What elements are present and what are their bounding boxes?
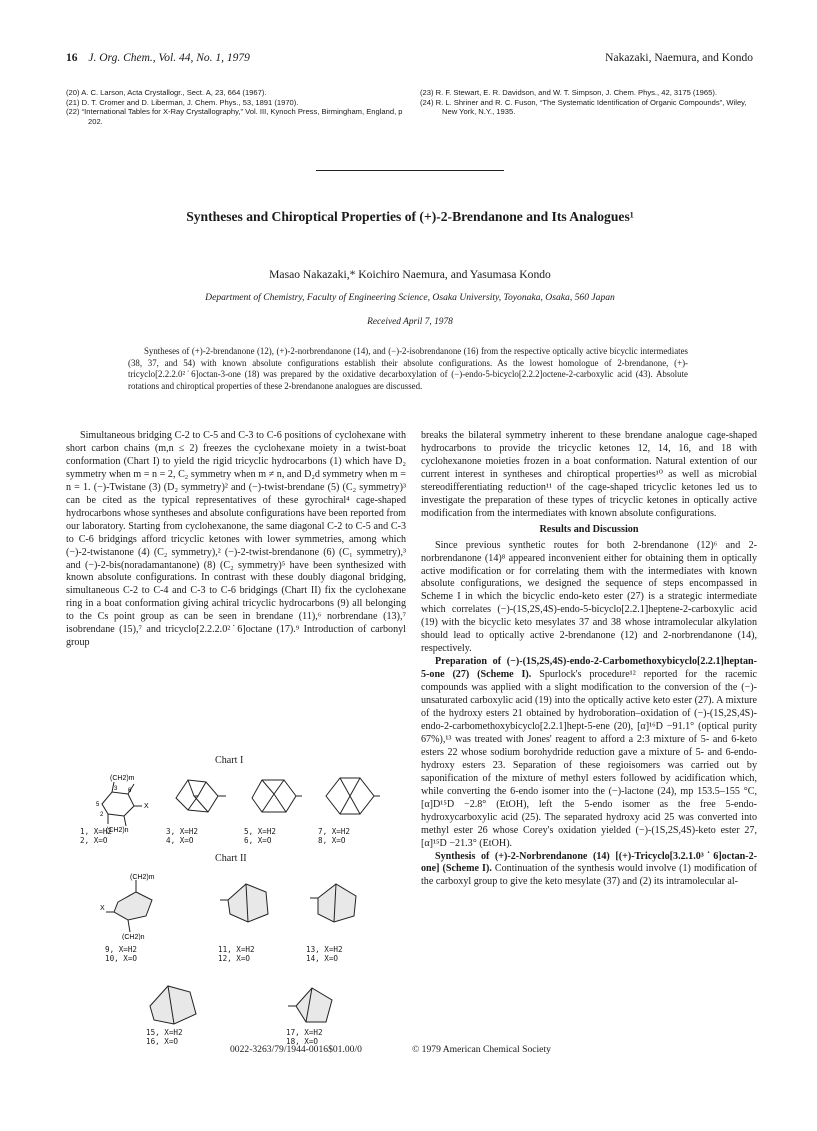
atom-5-label: 5 — [96, 802, 100, 808]
chart-2-label: Chart II — [215, 853, 247, 864]
article-code: 0022-3263/79/1944-0016$01.00/0 — [230, 1044, 362, 1055]
ch2m-label: (CH2)m — [110, 775, 135, 782]
bisnoradamantane-structure-icon — [318, 770, 382, 820]
abstract: Syntheses of (+)-2-brendanone (12), (+)-2-norbrendanone (14), and (−)-2-isobrendanone (16) from the respective optically active bicyclic intermediates (38, 37, and 54) with known absolute configurations establish their absolute configurations. As the lowest homologue of 2-brendanone, (+)-tricyclo[2.2.2.0²˙6]octan-3-one (18) was prepared by the oxidative decarboxylation of (−)-endo-5-bicyclo[2.2.2]octene-2-carboxylic acid (43). Absolute rotations and chiroptical properties of these 2-brendanone analogues are discussed. — [128, 346, 688, 391]
chart-1-label: Chart I — [215, 755, 244, 766]
structure-1-icon — [80, 770, 160, 834]
synthesis-text: Continuation of the synthesis would involve (1) modification of the carboxyl group to give the keto mesylate (37) and (2) its intramolecular al- — [421, 863, 757, 888]
chart1-caption-1: 1, X=H2 2, X=O — [80, 827, 113, 846]
norbrendane-structure-icon — [306, 876, 366, 930]
x-label: X — [144, 803, 149, 810]
twistbrendane-structure-icon — [244, 770, 304, 820]
chart2-caption-11: 11, X=H2 12, X=O — [218, 945, 255, 964]
chart1-caption-3: 3, X=H2 4, X=O — [166, 827, 199, 846]
ch2m-label-2: (CH2)m — [130, 874, 155, 881]
results-paragraph: Since previous synthetic routes for both 2-brendanone (12)⁶ and 2-norbrendanone (14)⁸ appeared inconvenient either for obtaining them in optically active modification or for correlating them with the intermediates with known absolute configurations, we designed the sequence of steps encompassed in Scheme I in which the bicyclic endo-keto ester (27) is a strategic intermediate which correlates (−)-(1S,2S,4S)-endo-5-bicyclo[2.2.1]heptene-2-carboxylic acid (19) with the bicyclic keto mesylates 37 and 38 whose intramolecular alkylation should lead to optically active 2-brendanone (12) and 2-norbrendanone (14), respectively. — [421, 539, 757, 655]
preparation-heading: Preparation of (−)-(1S,2S,4S)-endo-2-Carbomethoxybicyclo[2.2.1]heptan-5-one (27) (Scheme I). — [421, 656, 757, 681]
reference-24: (24) R. L. Shriner and R. C. Fuson, “The Systematic Identification of Organic Compounds”, Wiley, New York, N.Y., 1935. — [420, 97, 747, 117]
chart2-caption-13: 13, X=H2 14, X=O — [306, 945, 343, 964]
structure-9-icon — [100, 870, 170, 940]
chart2-caption-17: 17, X=H2 18, X=O — [286, 1028, 323, 1047]
section-heading: Results and Discussion — [539, 523, 639, 535]
isobrendane-structure-icon — [142, 976, 206, 1032]
page-number: 16 — [66, 52, 78, 64]
preparation-text: Spurlock's procedure¹² reported for the racemic compounds was applied with a slight modification to the conversion of the (−)-unsaturated carboxylic acid (19) into the optically active keto ester (27). A mixture of the hydroxy esters 21 obtained by hydroboration–oxidation of (−)-(1S,2S,4S)-endo-2-carbomethoxybicyclo[2.2.1]hept-5-ene (20), [α]¹⁶D −91.1° (optical purity 67%),¹³ was treated with Jones' reagent to afford a 2:3 mixture of 5- and 6-keto esters 22 whose sodium borohydride reduction gave a mixture of 5- and 6-endo-hydroxy esters 23. Separation of these regioisomers was carried out by saponification of the mixture of methyl esters followed by acidification which, while converting the 6-endo isomer into the (−)-lactone (24), mp 153.5–155 °C, [α]D¹⁵D −2.8° (EtOH), left the 5-endo isomer as the free 5-endo-hydroxycarboxylic acid (25). The separated hydroxy acid 25 was converted into methyl ester 26 whose Corey's oxidation yielded (−)-(1S,2S,4S)-keto ester 27, [α]¹⁵D −21.3° (EtOH). — [421, 669, 758, 849]
brendane-structure-icon — [218, 876, 278, 930]
chart1-caption-5: 5, X=H2 6, X=O — [244, 827, 277, 846]
reference-21: (21) D. T. Cromer and D. Liberman, J. Chem. Phys., 53, 1891 (1970). — [66, 97, 299, 107]
intro-continuation: breaks the bilateral symmetry inherent to these brendane analogue cage-shaped hydrocarbons to provide the tricyclic ketones 12, 14, 16, and 18 with cyclohexanone moieties frozen in a boat conformation. Natural extention of our current interest in syntheses and chiroptical properties¹⁰ as well as microbial stereodifferentiating reduction¹¹ of the cage-shaped tricyclic ketones led us to investigate the preparation of these types of tricyclic ketones in optically active modification from the intermediates with known absolute configurations. — [421, 430, 757, 519]
reference-23: (23) R. F. Stewart, E. R. Davidson, and W. T. Simpson, J. Chem. Phys., 42, 3175 (1965). — [420, 88, 717, 97]
author-affiliation: Department of Chemistry, Faculty of Engineering Science, Osaka University, Toyonaka, Osaka, 560 Japan — [205, 292, 615, 303]
atom-6-label: 6 — [128, 788, 132, 794]
atom-2-label: 2 — [100, 812, 104, 818]
article-title: Syntheses and Chiroptical Properties of (+)-2-Brendanone and Its Analogues¹ — [186, 209, 634, 224]
right-column — [421, 430, 757, 889]
chart2-caption-9: 9, X=H2 10, X=O — [105, 945, 138, 964]
references-left — [66, 88, 404, 126]
references-right — [420, 88, 754, 117]
chart2-caption-15: 15, X=H2 16, X=O — [146, 1028, 183, 1047]
ch2n-label: (CH2)n — [106, 827, 129, 834]
atom-3-label: 3 — [114, 786, 118, 792]
intro-paragraph: Simultaneous bridging C-2 to C-5 and C-3 to C-6 positions of cyclohexane with short carbon chains (m,n ≤ 2) freezes the cyclohexane moiety in a twist-boat conformation (Chart I) to yield the rigid tricyclic hydrocarbons (1) which have D₂ symmetry when m = n = 2, C₂ symmetry when m ≠ n, and D₂d symmetry when m = n = 1. (−)-Twistane (3) (D₂ symmetry)² and (−)-twist-brendane (5) (C₂ symmetry)³ can be cited as the typical representatives of these gyrochiral⁴ cage-shaped hydrocarbons whose syntheses and absolute configurations have been reported from our laboratory. Starting from cyclohexanone, the same diagonal C-2 to C-5 and C-3 to C-6 bridgings afford tricyclic ketones with lower symmetries, among which (−)-2-twistanone (4) (C₂ symmetry),² (−)-2-twist-brendanone (6) (C₁ symmetry),³ and (−)-2-bis(noradamantanone) (8) (C₂ symmetry)⁵ have been synthesized with known absolute configurations. In contrast with these doubly diagonal bridging, simultaneous C-2 to C-4 and C-3 to C-6 bridgings (Chart II) fix the cyclohexane ring in a boat conformation giving achiral tricyclic hydrocarbons (9) all belonging to the Cs point group as can be seen in brendane (11),⁶ norbrendane (13),⁷ isobrendane (15),⁷ and tricyclo[2.2.2.0²˙6]octane (17).⁹ Introduction of carbonyl group — [66, 430, 407, 649]
running-header — [66, 52, 753, 68]
running-authors: Nakazaki, Naemura, and Kondo — [605, 52, 753, 64]
article-authors: Masao Nakazaki,* Koichiro Naemura, and Yasumasa Kondo — [269, 268, 551, 281]
x-label-2: X — [100, 905, 105, 912]
reference-22: (22) “International Tables for X-Ray Crystallography,” Vol. III, Kynoch Press, Birmingham, England, p 202. — [66, 107, 403, 126]
chart1-caption-7: 7, X=H2 8, X=O — [318, 827, 351, 846]
synthesis-paragraph — [421, 851, 757, 890]
section-divider — [316, 170, 504, 171]
reference-20: (20) A. C. Larson, Acta Crystallogr., Sect. A, 23, 664 (1967). — [66, 88, 267, 97]
tricyclooctane-structure-icon — [282, 976, 346, 1032]
preparation-paragraph — [421, 656, 757, 850]
copyright: © 1979 American Chemical Society — [412, 1044, 551, 1055]
left-column — [66, 430, 406, 650]
journal-name: J. Org. Chem., Vol. 44, No. 1, 1979 — [88, 52, 250, 64]
received-date: Received April 7, 1978 — [367, 317, 453, 327]
synthesis-heading: Synthesis of (+)-2-Norbrendanone (14) [(+)-Tricyclo[3.2.1.0³˙6]octan-2-one] (Scheme I). — [421, 850, 757, 875]
twistane-structure-icon — [168, 770, 228, 820]
ch2n-label-2: (CH2)n — [122, 934, 145, 940]
journal-citation — [66, 52, 250, 64]
